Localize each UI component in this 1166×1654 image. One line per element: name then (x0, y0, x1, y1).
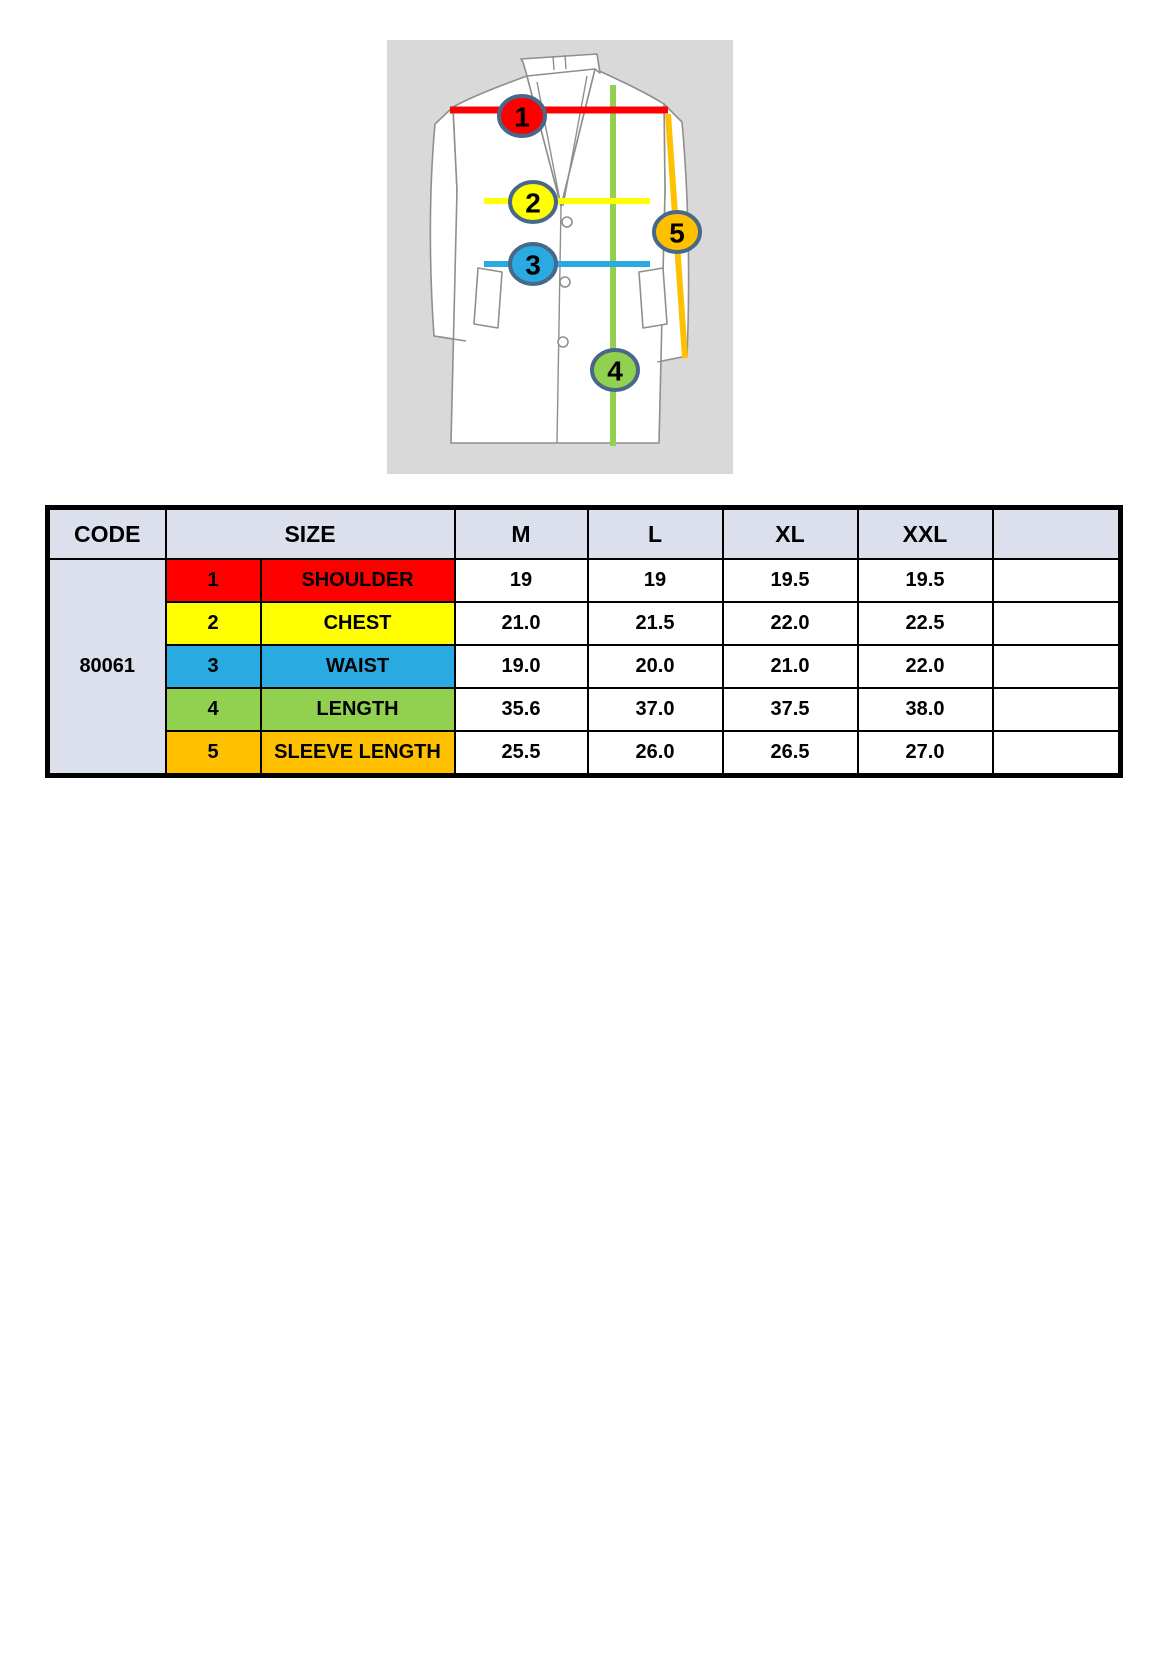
row-label: WAIST (261, 645, 455, 688)
empty-cell (993, 559, 1121, 602)
marker-4-number: 4 (607, 355, 623, 387)
coat-button (560, 277, 570, 287)
coat-right-pocket (639, 268, 667, 328)
row-number: 3 (166, 645, 261, 688)
cell-value: 27.0 (858, 731, 993, 776)
empty-cell (993, 645, 1121, 688)
table-header-row (48, 508, 1121, 560)
cell-value: 19 (455, 559, 588, 602)
coat-diagram-svg (387, 40, 733, 474)
cell-value: 37.5 (723, 688, 858, 731)
cell-value: 38.0 (858, 688, 993, 731)
empty-cell (993, 731, 1121, 776)
col-header-l: L (588, 508, 723, 560)
coat-left-pocket (474, 268, 502, 328)
col-header-empty (993, 508, 1121, 560)
code-value: 80061 (48, 559, 166, 776)
cell-value: 37.0 (588, 688, 723, 731)
marker-3-number: 3 (525, 249, 541, 281)
coat-button (558, 337, 568, 347)
empty-cell (993, 688, 1121, 731)
table-row (48, 559, 1121, 602)
row-number: 1 (166, 559, 261, 602)
table-row (48, 602, 1121, 645)
cell-value: 19.5 (858, 559, 993, 602)
marker-1-shoulder-icon (499, 96, 545, 136)
cell-value: 22.0 (723, 602, 858, 645)
row-number: 2 (166, 602, 261, 645)
coat-button (562, 217, 572, 227)
cell-value: 21.0 (455, 602, 588, 645)
cell-value: 20.0 (588, 645, 723, 688)
cell-value: 26.5 (723, 731, 858, 776)
col-header-xxl: XXL (858, 508, 993, 560)
cell-value: 19 (588, 559, 723, 602)
cell-value: 35.6 (455, 688, 588, 731)
table-row (48, 688, 1121, 731)
row-label: SLEEVE LENGTH (261, 731, 455, 776)
cell-value: 22.5 (858, 602, 993, 645)
row-label: CHEST (261, 602, 455, 645)
marker-2-number: 2 (525, 187, 541, 219)
cell-value: 21.0 (723, 645, 858, 688)
cell-value: 21.5 (588, 602, 723, 645)
marker-3-waist-icon (510, 244, 556, 284)
cell-value: 22.0 (858, 645, 993, 688)
empty-cell (993, 602, 1121, 645)
col-header-m: M (455, 508, 588, 560)
marker-4-length-icon (592, 350, 638, 390)
row-number: 5 (166, 731, 261, 776)
row-label: LENGTH (261, 688, 455, 731)
row-number: 4 (166, 688, 261, 731)
table-row (48, 645, 1121, 688)
cell-value: 26.0 (588, 731, 723, 776)
col-header-xl: XL (723, 508, 858, 560)
row-label: SHOULDER (261, 559, 455, 602)
marker-5-sleeve-length-icon (654, 212, 700, 252)
cell-value: 19.5 (723, 559, 858, 602)
coat-measurement-diagram (387, 40, 733, 474)
size-header: SIZE (166, 508, 455, 560)
cell-value: 19.0 (455, 645, 588, 688)
marker-1-number: 1 (514, 101, 530, 133)
cell-value: 25.5 (455, 731, 588, 776)
marker-5-number: 5 (669, 217, 685, 249)
size-chart-table (45, 505, 1123, 778)
code-header: CODE (48, 508, 166, 560)
marker-2-chest-icon (510, 182, 556, 222)
table-row (48, 731, 1121, 776)
